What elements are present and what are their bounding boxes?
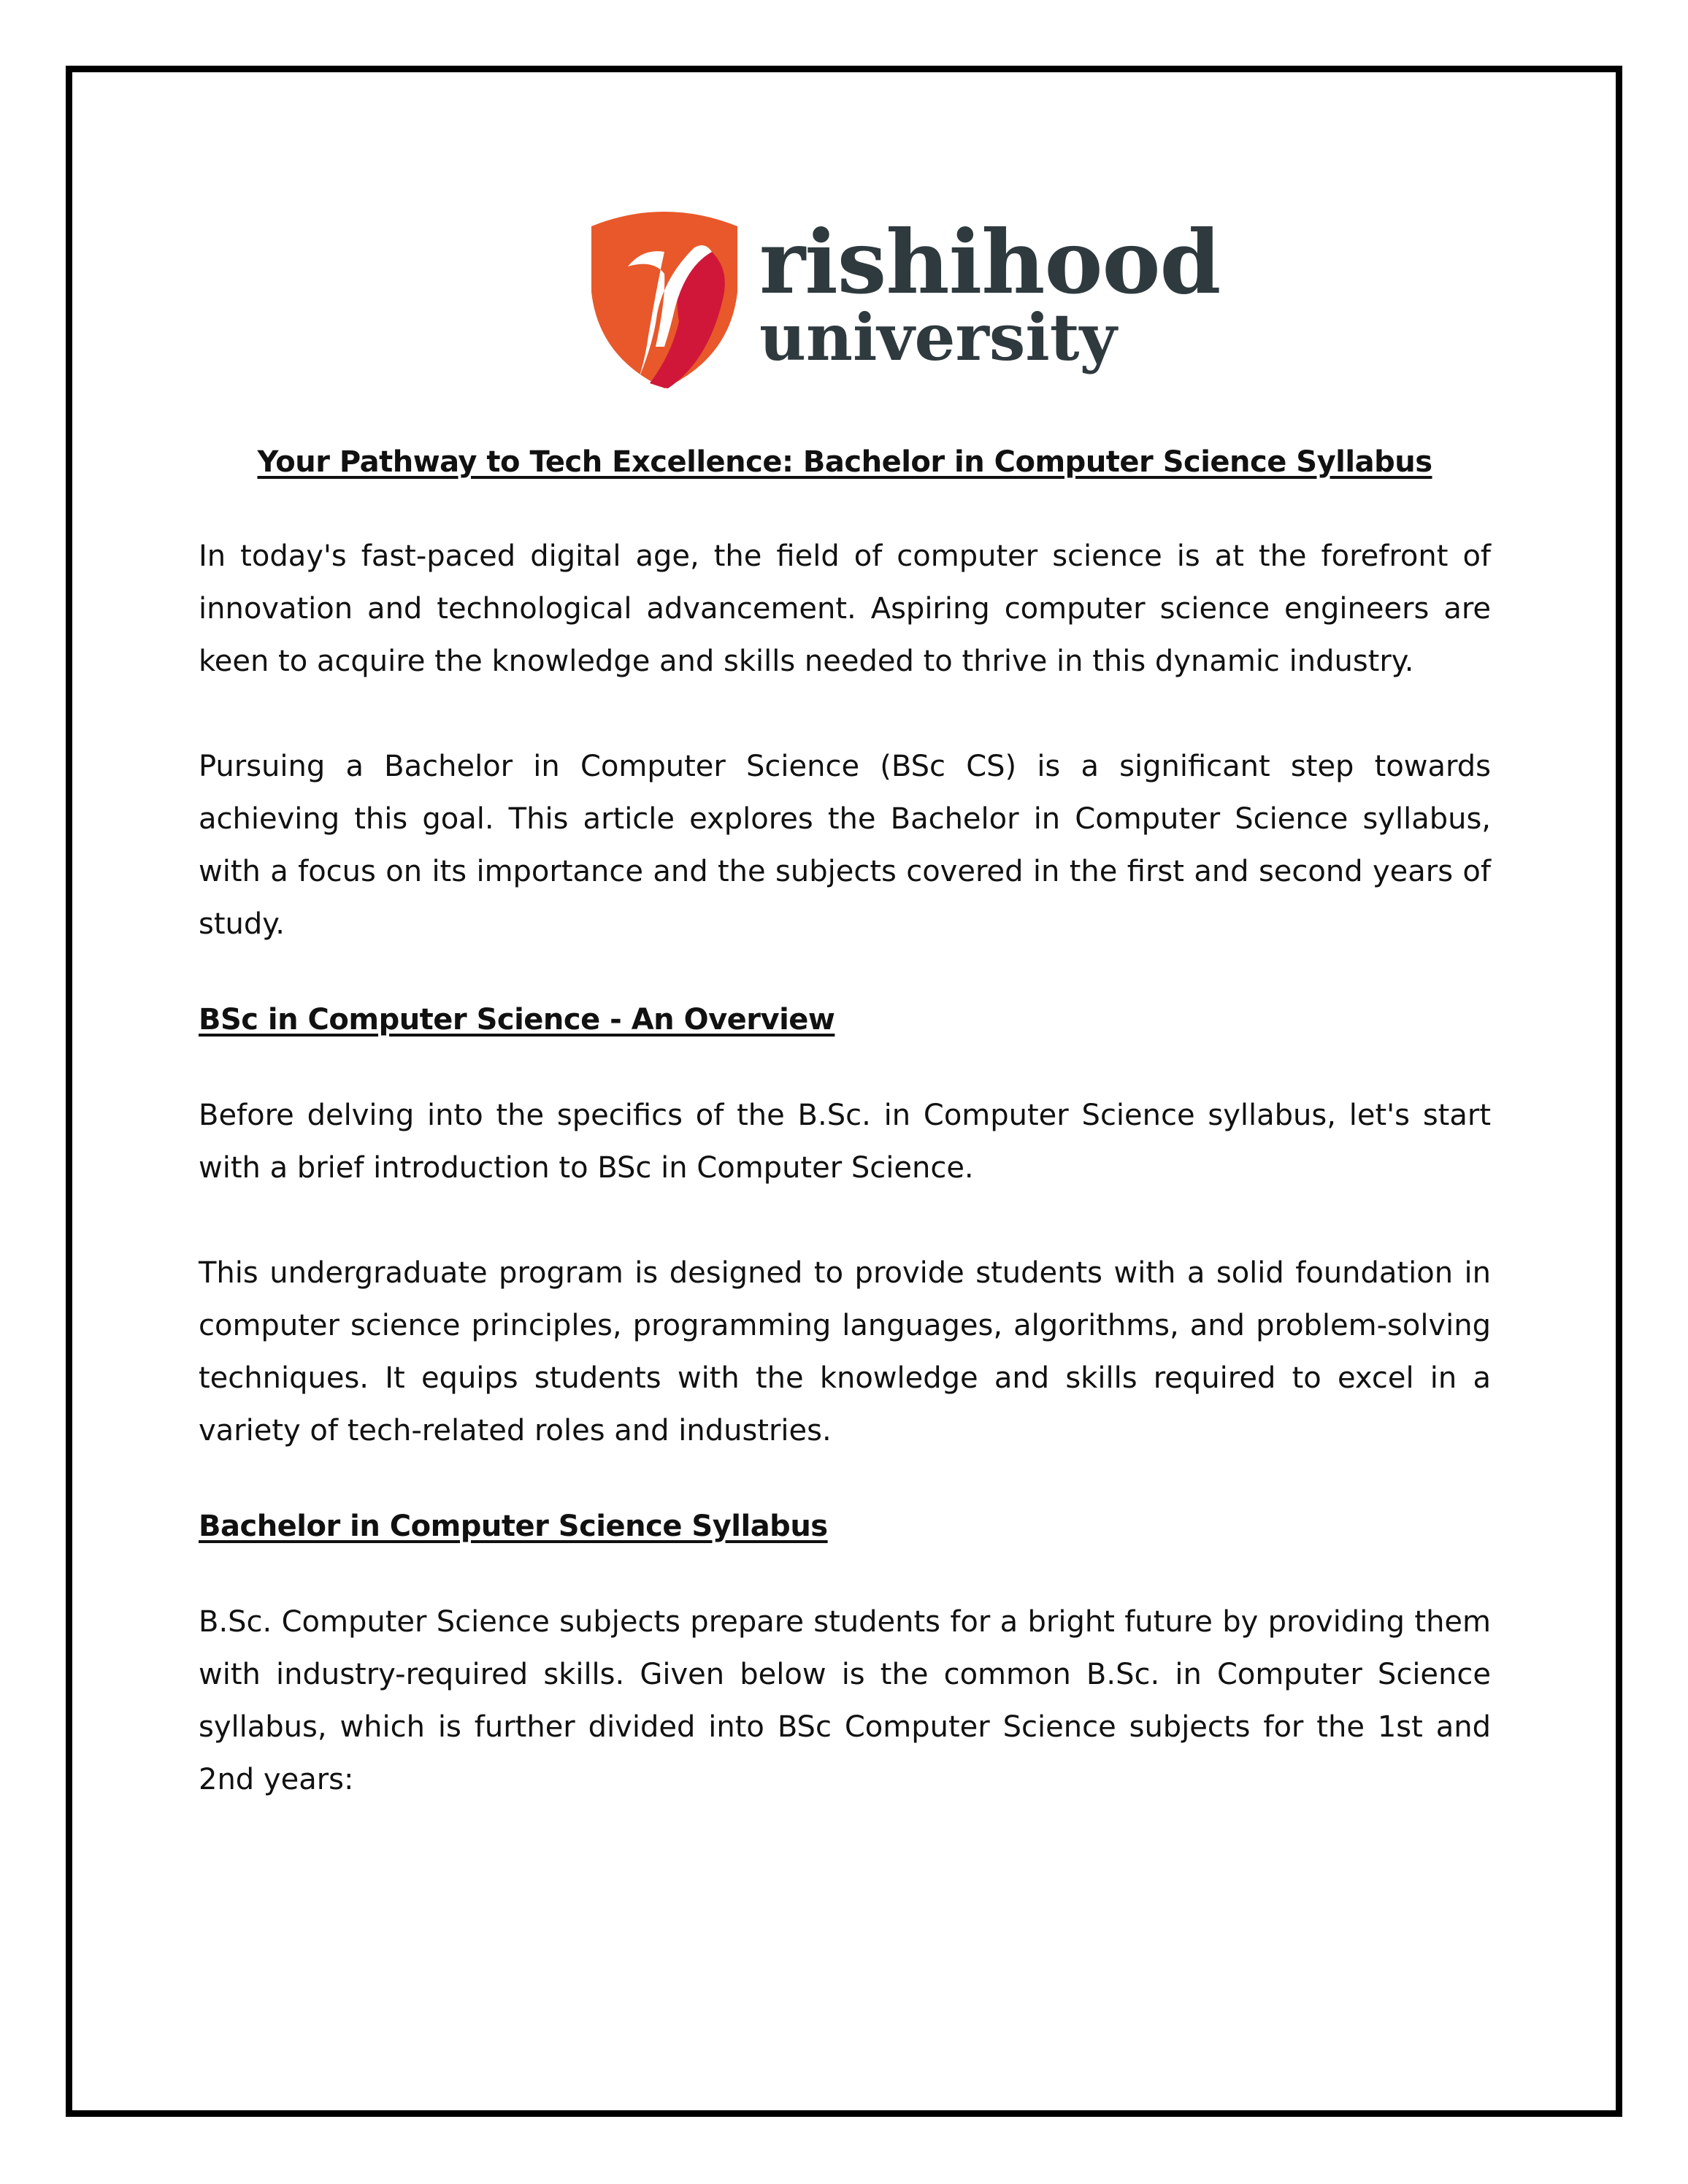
program-description-paragraph: This undergraduate program is designed to provide students with a solid foundation in computer science principles, programming languages, algorithms, and problem-solving techniques. It equips students with the knowledge and skills required to excel in a variety of tech-related roles and industries. <box>199 1256 1491 1447</box>
overview-intro-paragraph: Before delving into the specifics of the B.Sc. in Computer Science syllabus, let's start with a brief introduction to BSc in Computer Science. <box>199 1099 1491 1185</box>
document-body <box>199 445 1491 1858</box>
syllabus-paragraph: B.Sc. Computer Science subjects prepare students for a bright future by providing them with industry-required skills. Given below is the common B.Sc. in Computer Science syllabus, which is further divided into BSc Computer Science subjects for the 1st and 2nd years: <box>199 1605 1491 1796</box>
university-logo <box>584 197 1221 394</box>
intro-paragraph: In today's fast-paced digital age, the field of computer science is at the forefront of innovation and technological advancement. Aspiring computer science engineers are keen to acquire the knowledge and skills needed to thrive in this dynamic industry. <box>199 539 1491 678</box>
page-title: Your Pathway to Tech Excellence: Bachelor in Computer Science Syllabus <box>257 445 1432 479</box>
shield-logo-icon <box>584 197 745 394</box>
goal-paragraph: Pursuing a Bachelor in Computer Science (BSc CS) is a significant step towards achieving this goal. This article explores the Bachelor in Computer Science syllabus, with a focus on its importance and the subjects covered in the first and second years of study. <box>199 750 1491 941</box>
overview-heading: BSc in Computer Science - An Overview <box>199 1003 835 1037</box>
logo-text-line2: university <box>759 299 1117 375</box>
logo-text-line1: rishihood <box>759 211 1221 314</box>
syllabus-heading: Bachelor in Computer Science Syllabus <box>199 1510 828 1543</box>
